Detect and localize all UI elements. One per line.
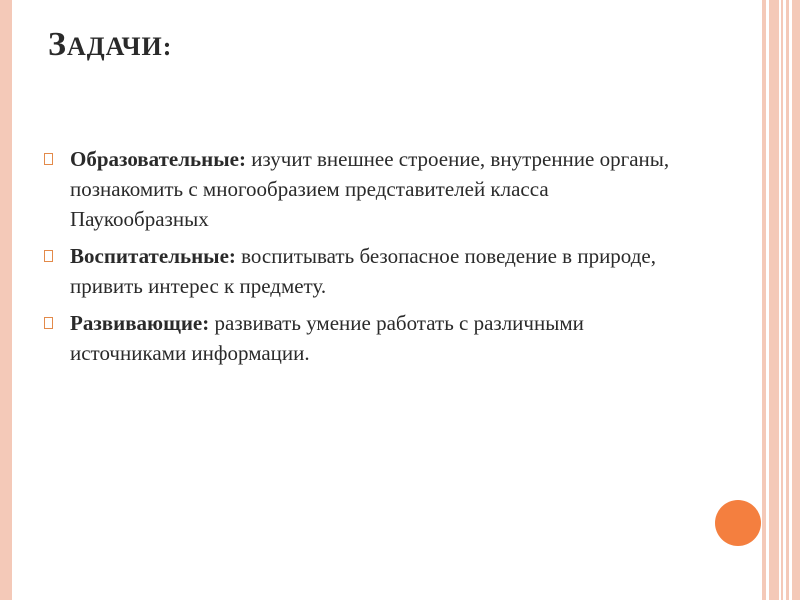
- left-border-decoration: [0, 0, 12, 600]
- right-stripe-decoration: [792, 0, 800, 600]
- task-item-upbringing: [44, 241, 684, 301]
- task-term: Воспитательные:: [70, 244, 236, 268]
- slide-title-first-letter: З: [48, 26, 67, 63]
- right-stripe-decoration: [781, 0, 783, 600]
- slide-title: [48, 26, 172, 64]
- hollow-square-bullet-icon: [44, 317, 53, 329]
- task-term: Развивающие:: [70, 311, 210, 335]
- task-text: развивать умение работать с различными источниками информации.: [70, 311, 584, 365]
- slide-title-rest: АДАЧИ:: [66, 32, 173, 61]
- task-text: воспитывать безопасное поведение в природе, привить интерес к предмету.: [70, 244, 656, 298]
- task-item-educational: [44, 144, 684, 234]
- task-term: Образовательные:: [70, 147, 246, 171]
- task-list: [44, 144, 684, 375]
- task-text: изучит внешнее строение, внутренние органы, познакомить с многообразием представителей класса Паукообразных: [70, 147, 670, 231]
- right-stripe-decoration: [762, 0, 766, 600]
- task-item-developmental: [44, 308, 684, 368]
- hollow-square-bullet-icon: [44, 153, 53, 165]
- orange-circle-decoration: [715, 500, 761, 546]
- right-stripe-decoration: [786, 0, 789, 600]
- hollow-square-bullet-icon: [44, 250, 53, 262]
- right-stripe-decoration: [769, 0, 779, 600]
